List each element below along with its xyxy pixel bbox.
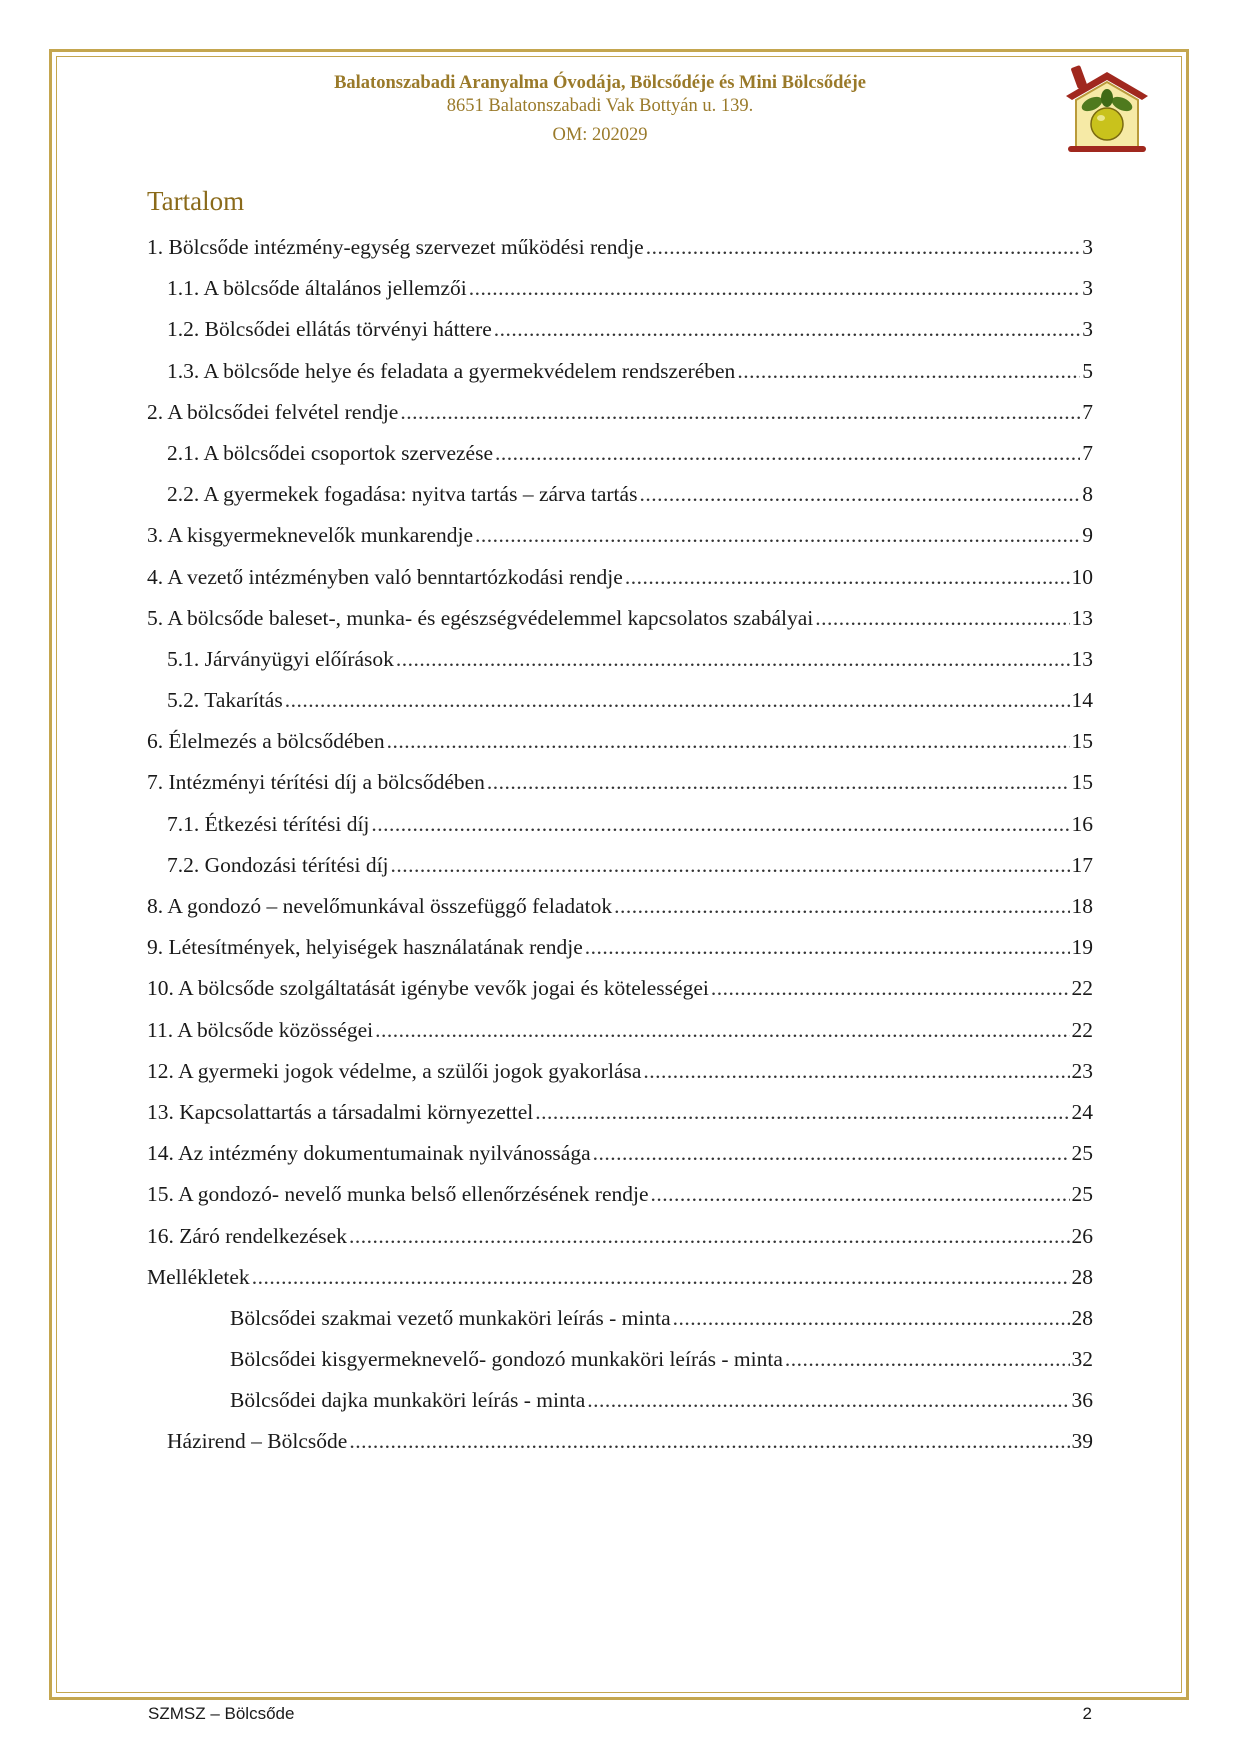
toc-entry-label: 9. Létesítmények, helyiségek használatának rendje (147, 935, 583, 960)
toc-entry-page: 3 (1082, 276, 1093, 301)
toc-entry-page: 10 (1071, 564, 1093, 589)
toc-entry-label: 5.1. Járványügyi előírások (167, 646, 394, 671)
toc-entry[interactable] (147, 1221, 1093, 1262)
toc-entry[interactable] (147, 1344, 1093, 1385)
toc-entry[interactable] (147, 562, 1093, 603)
footer-document-name: SZMSZ – Bölcsőde (148, 1704, 295, 1723)
toc-entry[interactable] (147, 603, 1093, 644)
toc-entry-page: 18 (1071, 894, 1093, 918)
toc-entry[interactable] (147, 273, 1093, 314)
toc-entry[interactable] (147, 438, 1093, 479)
toc-entry[interactable] (147, 644, 1093, 685)
toc-entry[interactable] (147, 356, 1093, 397)
toc-entry-page: 25 (1071, 1141, 1093, 1166)
toc-dot-leader (639, 479, 1080, 509)
toc-entry-page: 5 (1082, 358, 1093, 383)
toc-entry-page: 15 (1071, 729, 1093, 754)
toc-dot-leader (391, 850, 1070, 880)
toc-dot-leader (487, 767, 1070, 797)
toc-dot-leader (646, 232, 1081, 262)
toc-dot-leader (535, 1097, 1069, 1127)
toc-entry[interactable] (147, 891, 1093, 932)
toc-dot-leader (349, 1426, 1069, 1456)
toc-entry-label: Bölcsődei szakmai vezető munkaköri leírás - minta (230, 1305, 671, 1330)
toc-entry-page: 14 (1071, 688, 1093, 713)
toc-entry-label: 1.3. A bölcsőde helye és feladata a gyermekvédelem rendszerében (167, 358, 736, 383)
toc-entry[interactable] (147, 1138, 1093, 1179)
toc-entry-label: 1.1. A bölcsőde általános jellemzői (167, 276, 467, 301)
toc-entry-label: 15. A gondozó- nevelő munka belső ellenőrzésének rendje (147, 1182, 649, 1207)
toc-entry-page: 19 (1071, 935, 1093, 960)
toc-entry-label: 3. A kisgyermeknevelők munkarendje (147, 523, 474, 548)
organization-address: 8651 Balatonszabadi Vak Bottyán u. 139. (446, 96, 754, 116)
toc-dot-leader (475, 520, 1080, 550)
toc-dot-leader (285, 685, 1070, 715)
toc-entry[interactable] (147, 767, 1093, 808)
toc-entry-label: 16. Záró rendelkezések (147, 1223, 347, 1248)
toc-entry-page: 36 (1071, 1388, 1093, 1413)
toc-dot-leader (625, 562, 1070, 592)
toc-entry-page: 32 (1071, 1347, 1093, 1372)
toc-entry-page: 24 (1071, 1099, 1093, 1124)
toc-dot-leader (494, 314, 1080, 344)
toc-dot-leader (815, 603, 1069, 633)
page-footer (148, 1704, 1092, 1724)
toc-entry-label: 6. Élelmezés a bölcsődében (147, 729, 385, 754)
toc-entry-page: 39 (1071, 1429, 1093, 1454)
toc-entry-page: 28 (1071, 1305, 1093, 1330)
toc-entry[interactable] (147, 850, 1093, 891)
toc-entry-label: 1.2. Bölcsődei ellátás törvényi háttere (167, 317, 492, 342)
toc-dot-leader (349, 1221, 1070, 1251)
toc-entry-label: Bölcsődei dajka munkaköri leírás - minta (230, 1388, 586, 1413)
toc-entry-page: 9 (1082, 523, 1093, 548)
toc-entry-label: 10. A bölcsőde szolgáltatását igénybe vevők jogai és kötelességei (147, 976, 709, 1001)
toc-entry[interactable] (147, 685, 1093, 726)
toc-dot-leader (469, 273, 1081, 303)
toc-dot-leader (387, 726, 1070, 756)
toc-entry-page: 26 (1071, 1223, 1093, 1248)
toc-dot-leader (396, 644, 1070, 674)
toc-entry-label: 7. Intézményi térítési díj a bölcsődében (147, 770, 485, 795)
toc-dot-leader (593, 1138, 1070, 1168)
toc-entry-label: 13. Kapcsolattartás a társadalmi környezettel (147, 1099, 534, 1124)
toc-dot-leader (785, 1344, 1070, 1374)
toc-entry[interactable] (147, 1385, 1093, 1426)
toc-entry[interactable] (147, 232, 1093, 273)
toc-entry-label: 7.2. Gondozási térítési díj (167, 852, 389, 877)
toc-entry[interactable] (147, 809, 1093, 850)
toc-entry[interactable] (147, 973, 1093, 1014)
toc-dot-leader (643, 1056, 1069, 1086)
toc-entry-page: 13 (1071, 605, 1093, 630)
toc-entry-page: 17 (1071, 852, 1093, 877)
toc-entry-page: 28 (1071, 1264, 1093, 1289)
toc-entry-page: 22 (1071, 976, 1093, 1001)
document-header (150, 72, 1050, 147)
toc-entry-page: 3 (1082, 235, 1093, 259)
om-identifier: OM: 202029 (552, 125, 648, 145)
organization-name: Balatonszabadi Aranyalma Óvodája, Bölcsődéje és Mini Bölcsődéje (334, 73, 866, 93)
toc-entry[interactable] (147, 1303, 1093, 1344)
toc-entry-label: 5. A bölcsőde baleset-, munka- és egészségvédelemmel kapcsolatos szabályai (147, 605, 814, 630)
toc-dot-leader (400, 397, 1080, 427)
toc-entry-page: 3 (1082, 317, 1093, 342)
toc-entry-label: Házirend – Bölcsőde (167, 1429, 348, 1454)
toc-entry[interactable] (147, 397, 1093, 438)
toc-entry-page: 23 (1071, 1058, 1093, 1083)
toc-entry-label: 5.2. Takarítás (167, 688, 283, 713)
toc-entry-page: 7 (1082, 440, 1093, 465)
toc-entry[interactable] (147, 1426, 1093, 1467)
toc-entry[interactable] (147, 479, 1093, 520)
toc-dot-leader (252, 1262, 1070, 1292)
footer-page-number: 2 (1082, 1704, 1092, 1723)
toc-entry-label: 14. Az intézmény dokumentumainak nyilvánossága (147, 1141, 591, 1166)
toc-entry-label: 7.1. Étkezési térítési díj (167, 811, 370, 836)
toc-title: Tartalom (147, 186, 245, 216)
apple-house-logo-icon (1058, 62, 1156, 158)
toc-dot-leader (371, 809, 1069, 839)
toc-entry-page: 7 (1082, 399, 1093, 424)
toc-entry[interactable] (147, 1056, 1093, 1097)
toc-dot-leader (495, 438, 1080, 468)
toc-entry-page: 25 (1071, 1182, 1093, 1207)
toc-entry[interactable] (147, 1179, 1093, 1220)
toc-entry[interactable] (147, 932, 1093, 973)
toc-dot-leader (587, 1385, 1069, 1415)
toc-entry-label: 1. Bölcsőde intézmény-egység szervezet működési rendje (147, 235, 644, 259)
toc-entry[interactable] (147, 314, 1093, 355)
toc-entry-label: 11. A bölcsőde közösségei (147, 1017, 374, 1042)
toc-dot-leader (614, 891, 1069, 921)
toc-dot-leader (585, 932, 1070, 962)
toc-entry[interactable] (147, 520, 1093, 561)
toc-dot-leader (375, 1015, 1069, 1045)
toc-entry[interactable] (147, 726, 1093, 767)
toc-entry[interactable] (147, 1262, 1093, 1303)
toc-entry-label: 2. A bölcsődei felvétel rendje (147, 399, 399, 424)
toc-entry[interactable] (147, 1097, 1093, 1138)
toc-dot-leader (737, 356, 1080, 386)
toc-dot-leader (673, 1303, 1070, 1333)
toc-entry-label: 12. A gyermeki jogok védelme, a szülői jogok gyakorlása (147, 1058, 642, 1083)
toc-entry-page: 16 (1071, 811, 1093, 836)
table-of-contents (147, 232, 1093, 1468)
toc-entry-label: Mellékletek (147, 1264, 250, 1289)
toc-entry[interactable] (147, 1015, 1093, 1056)
toc-entry-label: 4. A vezető intézményben való benntartózkodási rendje (147, 564, 623, 589)
toc-entry-label: 8. A gondozó – nevelőmunkával összefüggő feladatok (147, 894, 613, 918)
toc-entry-page: 8 (1082, 482, 1093, 507)
toc-entry-label: Bölcsődei kisgyermeknevelő- gondozó munkaköri leírás - minta (230, 1347, 783, 1372)
toc-entry-page: 22 (1071, 1017, 1093, 1042)
toc-entry-page: 15 (1071, 770, 1093, 795)
toc-dot-leader (711, 973, 1070, 1003)
toc-entry-page: 13 (1071, 646, 1093, 671)
toc-entry-label: 2.2. A gyermekek fogadása: nyitva tartás – zárva tartás (167, 482, 638, 507)
toc-dot-leader (651, 1179, 1070, 1209)
toc-entry-label: 2.1. A bölcsődei csoportok szervezése (167, 440, 493, 465)
